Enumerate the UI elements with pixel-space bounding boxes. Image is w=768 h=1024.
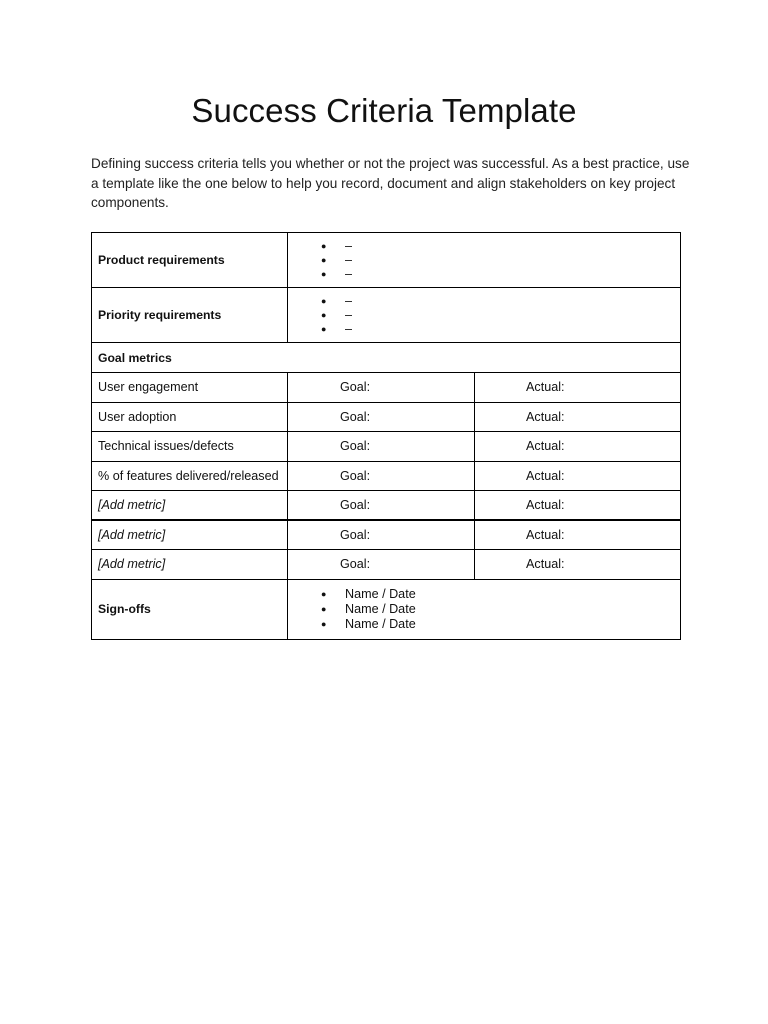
priority-requirements-label: Priority requirements (92, 288, 288, 343)
sign-offs-row (92, 579, 681, 639)
priority-requirements-list (294, 294, 674, 337)
success-criteria-table (91, 232, 681, 640)
actual-cell[interactable]: Actual: (475, 432, 681, 462)
actual-cell[interactable]: Actual: (475, 520, 681, 550)
product-requirements-cell[interactable] (288, 233, 681, 288)
table-row (92, 373, 681, 403)
list-item: ● – (321, 322, 674, 336)
table-row (92, 402, 681, 432)
actual-cell[interactable]: Actual: (475, 373, 681, 403)
actual-cell[interactable]: Actual: (475, 550, 681, 580)
list-item: ● – (321, 308, 674, 322)
metric-name-placeholder[interactable]: [Add metric] (92, 520, 288, 550)
table-row (92, 432, 681, 462)
priority-requirements-row (92, 288, 681, 343)
sign-offs-cell[interactable] (288, 579, 681, 639)
list-item: ● Name / Date (321, 602, 674, 617)
goal-metrics-header-row (92, 343, 681, 373)
goal-cell[interactable]: Goal: (288, 520, 475, 550)
list-item: ● Name / Date (321, 587, 674, 602)
goal-cell[interactable]: Goal: (288, 491, 475, 521)
metric-name-placeholder[interactable]: [Add metric] (92, 550, 288, 580)
goal-cell[interactable]: Goal: (288, 550, 475, 580)
metric-name[interactable]: Technical issues/defects (92, 432, 288, 462)
goal-cell[interactable]: Goal: (288, 402, 475, 432)
product-requirements-row (92, 233, 681, 288)
goal-cell[interactable]: Goal: (288, 432, 475, 462)
goal-cell[interactable]: Goal: (288, 461, 475, 491)
list-item: ● – (321, 294, 674, 308)
actual-cell[interactable]: Actual: (475, 402, 681, 432)
list-item: ● – (321, 253, 674, 267)
metric-name[interactable]: User engagement (92, 373, 288, 403)
list-item: ● Name / Date (321, 617, 674, 632)
list-item: ● – (321, 239, 674, 253)
goal-metrics-header: Goal metrics (92, 343, 681, 373)
table-row (92, 491, 681, 521)
sign-offs-label: Sign-offs (92, 579, 288, 639)
goal-cell[interactable]: Goal: (288, 373, 475, 403)
priority-requirements-cell[interactable] (288, 288, 681, 343)
table-row (92, 461, 681, 491)
sign-offs-list (294, 587, 674, 632)
product-requirements-list (294, 239, 674, 282)
table-row (92, 520, 681, 550)
actual-cell[interactable]: Actual: (475, 491, 681, 521)
metric-name[interactable]: % of features delivered/released (92, 461, 288, 491)
page-title: Success Criteria Template (191, 92, 577, 129)
metric-name[interactable]: User adoption (92, 402, 288, 432)
actual-cell[interactable]: Actual: (475, 461, 681, 491)
metric-name-placeholder[interactable]: [Add metric] (92, 491, 288, 521)
intro-paragraph: Defining success criteria tells you whether or not the project was successful. As a best practice, use a template like the one below to help you record, document and align stakeholders on key project components. (91, 156, 690, 210)
list-item: ● – (321, 267, 674, 281)
table-row (92, 550, 681, 580)
product-requirements-label: Product requirements (92, 233, 288, 288)
